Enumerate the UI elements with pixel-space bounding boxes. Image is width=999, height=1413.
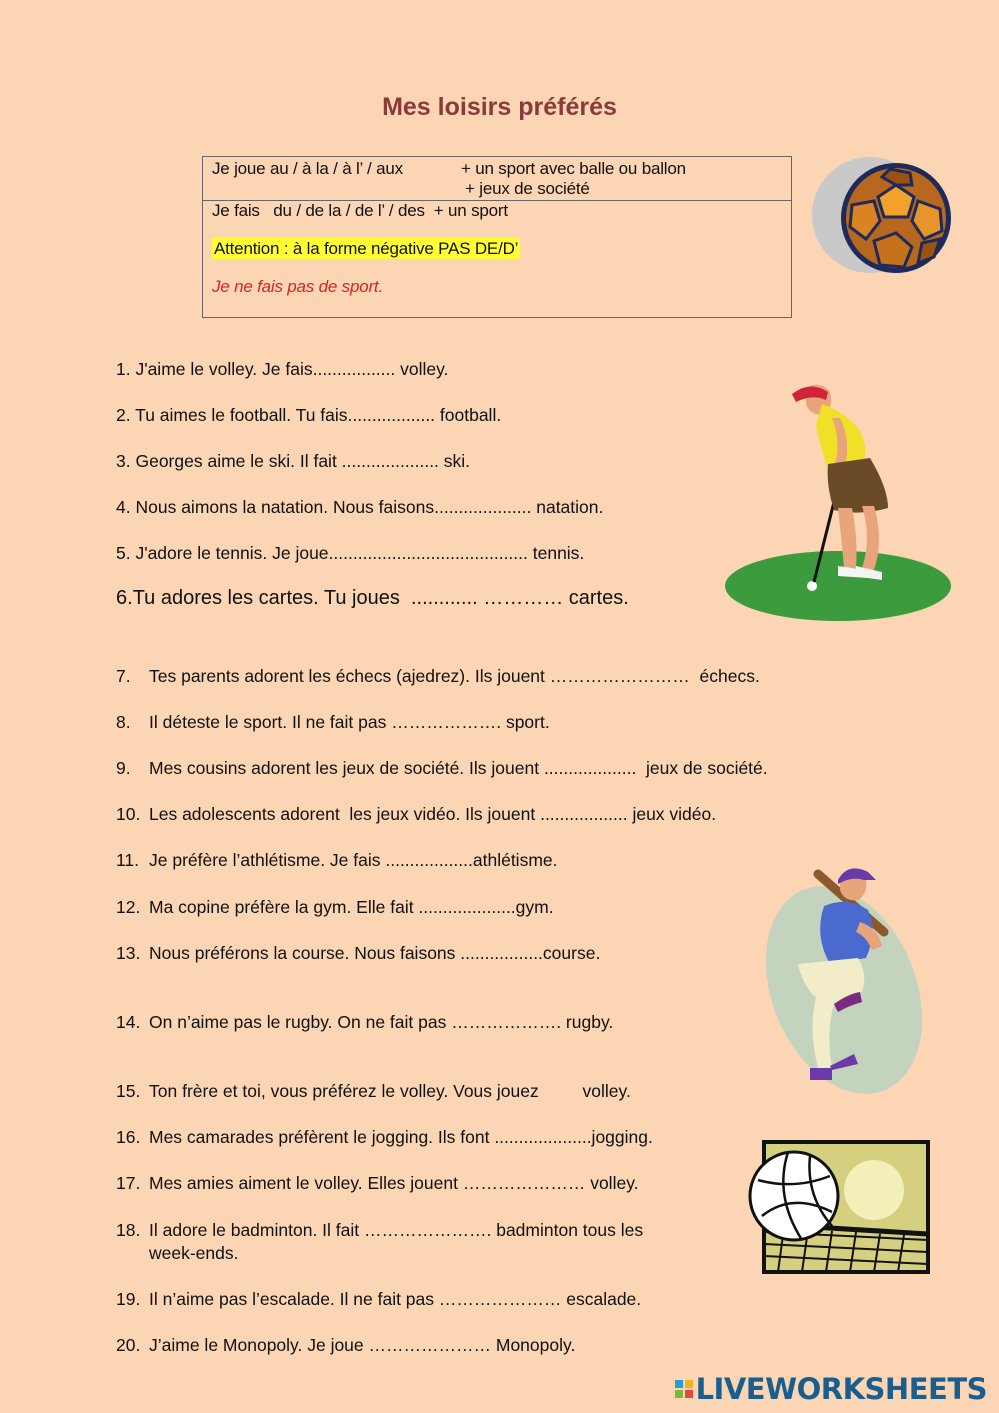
exercise-number: 10.: [116, 804, 141, 824]
exercise-text: Nous aimons la natation. Nous faisons.................... natation.: [135, 497, 604, 517]
exercise-number: 8.: [116, 712, 131, 732]
soccer-ball-icon: [812, 155, 954, 283]
exercise-number: 4.: [116, 497, 131, 517]
exercise-text: Tu aimes le football. Tu fais.................. football.: [135, 405, 502, 425]
exercise-number: 11.: [116, 850, 140, 870]
volleyball-net-icon: [748, 1140, 932, 1276]
exercise-text: Il déteste le sport. Il ne fait pas ………………. sport.: [149, 712, 550, 732]
exercise-number: 18.: [116, 1220, 141, 1240]
exercise-16: [116, 1127, 653, 1148]
exercise-text: J'aime le volley. Je fais................. volley.: [135, 359, 449, 379]
exercise-8: [116, 712, 550, 733]
exercise-text: Mes camarades préfèrent le jogging. Ils font ....................jogging.: [149, 1127, 653, 1147]
exercise-12: [116, 897, 554, 918]
exercise-11: [116, 850, 558, 871]
attention-highlight: Attention : à la forme négative PAS DE/D’: [214, 239, 519, 258]
exercise-text: Tu adores les cartes. Tu joues ............ ………… cartes.: [132, 587, 629, 609]
negative-example: Je ne fais pas de sport.: [212, 277, 383, 296]
exercise-9: [116, 758, 768, 779]
logo-icon: [675, 1380, 693, 1398]
exercise-4: [116, 497, 603, 518]
exercise-text: Il adore le badminton. Il fait …………………. badminton tous les: [149, 1220, 644, 1240]
exercise-text: Nous préférons la course. Nous faisons .................course.: [149, 943, 601, 963]
exercise-number: 7.: [116, 666, 131, 686]
exercise-text: Je préfère l’athlétisme. Je fais ..................athlétisme.: [149, 850, 558, 870]
page-title: Mes loisirs préférés: [382, 93, 617, 121]
exercise-14: [116, 1012, 613, 1033]
exercise-text: Ma copine préfère la gym. Elle fait ....................gym.: [149, 897, 554, 917]
exercise-text: Georges aime le ski. Il fait .................... ski.: [135, 451, 471, 471]
exercise-number: 16.: [116, 1127, 141, 1147]
exercise-number: 20.: [116, 1335, 141, 1355]
exercise-text: Ton frère et toi, vous préférez le volley. Vous jouez volley.: [149, 1081, 631, 1101]
exercise-1: [116, 359, 448, 380]
exercise-text: On n’aime pas le rugby. On ne fait pas ………………. rugby.: [149, 1012, 614, 1032]
exercise-3: [116, 451, 470, 472]
exercise-17: [116, 1173, 639, 1194]
exercise-number: 15.: [116, 1081, 141, 1101]
exercise-19: [116, 1289, 641, 1310]
exercise-text: Mes cousins adorent les jeux de société. Ils jouent ................... jeux de société.: [149, 758, 768, 778]
grammar-rule-box: [202, 156, 792, 318]
exercise-text: Les adolescents adorent les jeux vidéo. Ils jouent .................. jeux vidéo.: [149, 804, 717, 824]
exercise-text: Mes amies aiment le volley. Elles jouent ………………… volley.: [149, 1173, 639, 1193]
rule-jouer: Je joue au / à la / à l’ / aux: [212, 159, 403, 178]
exercise-number: 5.: [116, 543, 131, 563]
rule-faire: Je fais du / de la / de l’ / des + un sport: [212, 201, 508, 220]
golfer-icon: [722, 378, 954, 624]
exercise-number: 13.: [116, 943, 141, 963]
exercise-20: [116, 1335, 575, 1356]
exercise-number: 9.: [116, 758, 131, 778]
exercise-number: 3.: [116, 451, 131, 471]
exercise-6: [116, 587, 629, 610]
logo-text: LIVEWORKSHEETS: [695, 1372, 987, 1406]
rule-jouer-games: + jeux de société: [465, 179, 590, 198]
exercise-text: J'adore le tennis. Je joue......................................... tennis.: [135, 543, 585, 563]
liveworksheets-logo[interactable]: [675, 1372, 987, 1406]
exercise-2: [116, 405, 501, 426]
exercise-number: 1.: [116, 359, 131, 379]
exercise-number: 6.: [116, 587, 133, 609]
exercise-text-continued: week-ends.: [149, 1243, 239, 1263]
exercise-10: [116, 804, 716, 825]
exercise-number: 14.: [116, 1012, 141, 1032]
attention-note: [212, 239, 520, 259]
rule-jouer-ball: + un sport avec balle ou ballon: [461, 159, 686, 178]
exercise-number: 2.: [116, 405, 131, 425]
baseball-batter-icon: [752, 862, 942, 1094]
exercise-text: Tes parents adorent les échecs (ajedrez). Ils jouent …………………… échecs.: [149, 666, 760, 686]
exercise-number: 19.: [116, 1289, 141, 1309]
exercise-number: 17.: [116, 1173, 141, 1193]
exercise-5: [116, 543, 584, 564]
exercise-7: [116, 666, 760, 687]
exercise-13: [116, 943, 600, 964]
exercise-number: 12.: [116, 897, 141, 917]
exercise-text: Il n’aime pas l’escalade. Il ne fait pas ………………… escalade.: [149, 1289, 642, 1309]
exercise-15: [116, 1081, 631, 1102]
exercise-18: [116, 1219, 716, 1265]
exercise-text: J’aime le Monopoly. Je joue ………………… Monopoly.: [149, 1335, 576, 1355]
